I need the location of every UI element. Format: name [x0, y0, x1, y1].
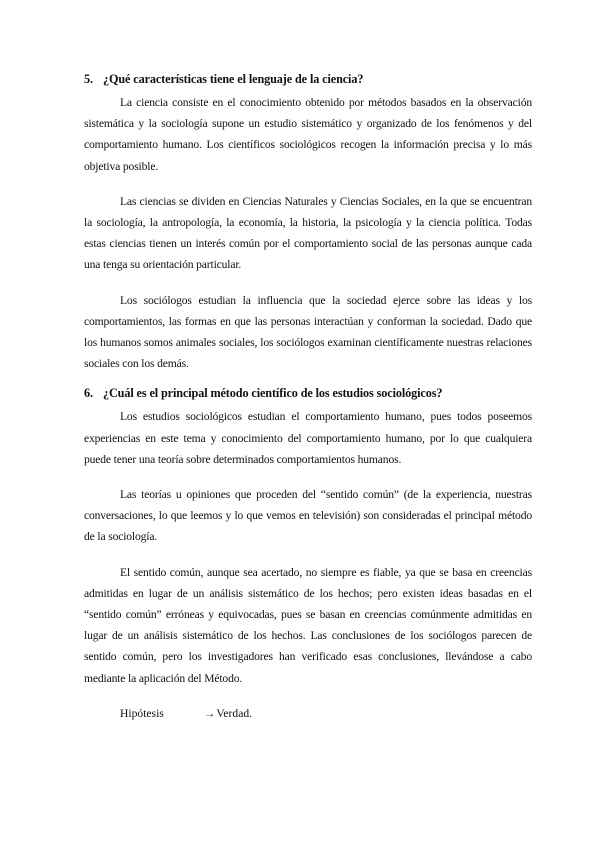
section-5-heading — [84, 70, 532, 88]
section-6-number: 6. — [84, 386, 93, 401]
section-5-paragraph-3: Los sociólogos estudian la influencia que la sociedad ejerce sobre las ideas y los comportamientos, las formas en que las personas interactúan y conforman la sociedad. Dado que los humanos somos animales sociales, los sociólogos examinan científicamente nuestras relaciones sociales con los demás. — [84, 293, 532, 371]
hypothesis-formula — [84, 703, 532, 724]
formula-left: Hipótesis — [120, 706, 164, 720]
section-5-title: ¿Qué características tiene el lenguaje de la ciencia? — [102, 72, 364, 86]
section-5-paragraph-1: La ciencia consiste en el conocimiento obtenido por métodos basados en la observación sistemática y la sociología supone un estudio sistemático y organizado de los fenómenos y del comportamiento humano. Los científicos sociológicos recogen la información precisa y lo más objetiva posible. — [84, 96, 532, 173]
section-6-heading — [84, 384, 532, 402]
section-5-number: 5. — [84, 72, 93, 86]
section-6-paragraph-3: El sentido común, aunque sea acertado, no siempre es fiable, ya que se basa en creencias admitidas en lugar de un análisis sistemático de los hechos; pero existen ideas basadas en el “sentido común” erróneas y equivocadas, pues se basan en creencias comúnmente admitidas en lugar de un análisis sistemático de los hechos. Las conclusiones de los sociólogos parecen de sentido común, pero los investigadores han verificado esas conclusiones, llevándose a cabo mediante la aplicación del Método. — [84, 565, 532, 685]
section-6-paragraph-2: Las teorías u opiniones que proceden del “sentido común” (de la experiencia, nuestras conversaciones, lo que leemos y lo que vemos en televisión) son consideradas el principal método de la sociología. — [84, 488, 532, 544]
section-5-paragraph-2: Las ciencias se dividen en Ciencias Naturales y Ciencias Sociales, en la que se encuentran la sociología, la antropología, la economía, la historia, la psicología y la ciencia política. Todas estas ciencias tienen un interés común por el comportamiento social de las personas aunque cada una tenga su orientación particular. — [84, 194, 532, 272]
section-6-paragraph-1: Los estudios sociológicos estudian el comportamiento humano, pues todos poseemos experiencias en este tema y conocimiento del comportamiento humano, por lo que cualquiera puede tener una teoría sobre determinados comportamientos humanos. — [84, 410, 532, 466]
formula-right: Verdad. — [216, 706, 253, 720]
right-arrow-icon: → — [203, 706, 216, 720]
section-6-title: ¿Cuál es el principal método científico de los estudios sociológicos? — [102, 386, 443, 401]
document-page — [84, 70, 532, 724]
